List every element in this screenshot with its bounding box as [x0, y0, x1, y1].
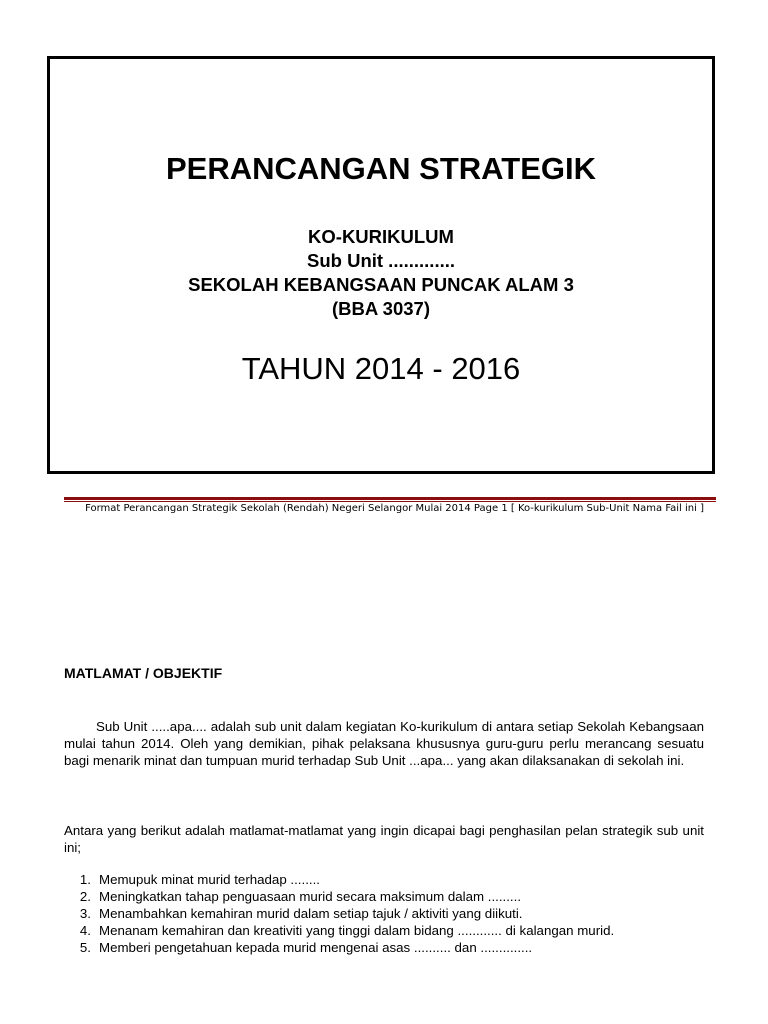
list-item [64, 871, 704, 888]
cover-box [47, 56, 715, 474]
list-item [64, 939, 704, 956]
list-number: 5. [79, 940, 91, 955]
objectives-list [64, 871, 704, 956]
list-item-text: Menambahkan kemahiran murid dalam setiap tajuk / aktiviti yang diikuti. [99, 906, 523, 921]
list-number: 4. [79, 923, 91, 938]
list-number: 2. [79, 889, 91, 904]
list-item-text: Meningkatkan tahap penguasaan murid secara maksimum dalam ......... [99, 889, 522, 904]
list-item-text: Menanam kemahiran dan kreativiti yang tinggi dalam bidang ............ di kalangan murid. [99, 923, 615, 938]
page-footer: Format Perancangan Strategik Sekolah (Rendah) Negeri Selangor Mulai 2014 Page 1 [ Ko-kurikulum Sub-Unit Nama Fail ini ] [85, 503, 704, 514]
list-item-text: Memberi pengetahuan kepada murid mengenai asas .......... dan .............. [99, 940, 533, 955]
cover-year: TAHUN 2014 - 2016 [241, 351, 521, 386]
section-heading: MATLAMAT / OBJEKTIF [64, 665, 223, 681]
subtitle-school-name: SEKOLAH KEBANGSAAN PUNCAK ALAM 3 [188, 274, 574, 295]
cover-subtitle-block [50, 225, 712, 321]
subtitle-sub-unit: Sub Unit ............. [307, 250, 455, 271]
document-title: PERANCANGAN STRATEGIK [166, 151, 596, 186]
list-item [64, 888, 704, 905]
goals-intro-paragraph: Antara yang berikut adalah matlamat-matlamat yang ingin dicapai bagi penghasilan pelan strategik sub unit ini; [64, 823, 704, 855]
list-number: 1. [79, 872, 91, 887]
list-number: 3. [79, 906, 91, 921]
subtitle-school-code: (BBA 3037) [331, 298, 430, 319]
intro-paragraph: Sub Unit .....apa.... adalah sub unit dalam kegiatan Ko-kurikulum di antara setiap Sekolah Kebangsaan mulai tahun 2014. Oleh yang demikian, pihak pelaksana khususnya guru-guru perlu merancang sesuatu bagi menarik minat dan tumpuan murid terhadap Sub Unit ...apa... yang akan dilaksanakan di sekolah ini. [64, 719, 704, 768]
list-item-text: Memupuk minat murid terhadap ........ [99, 872, 320, 887]
list-item [64, 905, 704, 922]
subtitle-ko-kurikulum: KO-KURIKULUM [308, 226, 454, 247]
list-item [64, 922, 704, 939]
